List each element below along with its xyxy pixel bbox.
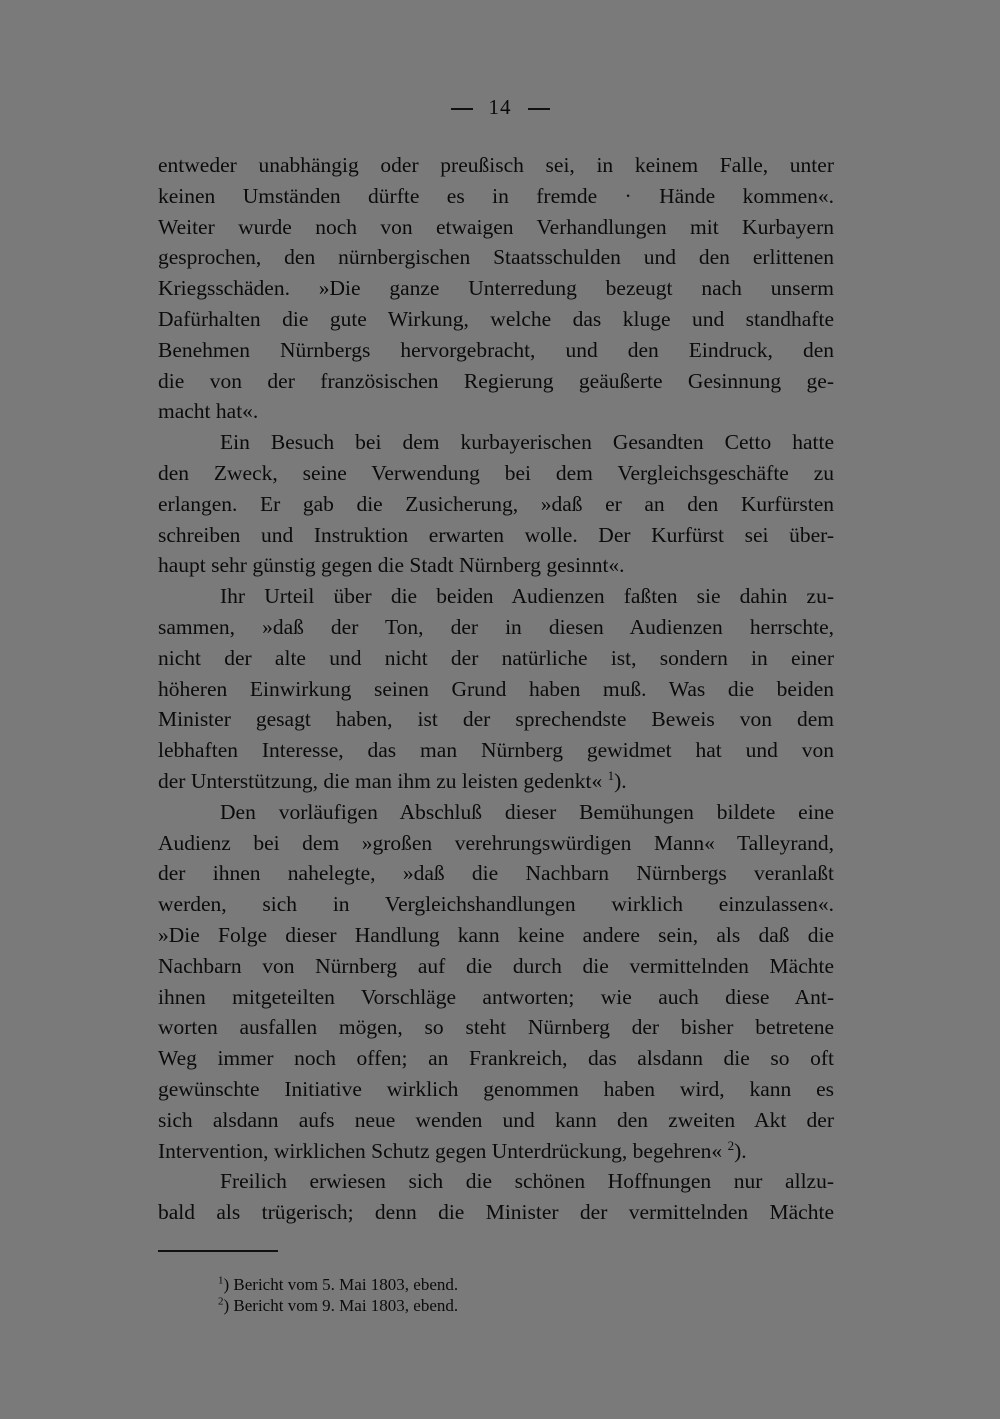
text-line: ihnen mitgeteilten Vorschläge antworten; wie auch diese Ant- bbox=[158, 984, 834, 1009]
footnote-ref-1: 1 bbox=[607, 767, 615, 783]
text-line: Weg immer noch offen; an Frankreich, das alsdann die so oft bbox=[158, 1046, 834, 1071]
text-line: Dafürhalten die gute Wirkung, welche das kluge und standhafte bbox=[158, 306, 834, 331]
body-text bbox=[158, 150, 834, 1228]
text-line: Weiter wurde noch von etwaigen Verhandlungen mit Kurbayern bbox=[158, 214, 834, 239]
footnote-ref-2: 2 bbox=[727, 1137, 735, 1153]
text-line-with-ref: Intervention, wirklichen Schutz gegen Unterdrückung, begehren« $^2$). bbox=[158, 1137, 747, 1163]
text-line: den Zweck, seine Verwendung bei dem Vergleichsgeschäfte zu bbox=[158, 460, 834, 485]
text-line: haupt sehr günstig gegen die Stadt Nürnberg gesinnt«. bbox=[158, 553, 625, 578]
text-line: Nachbarn von Nürnberg auf die durch die vermittelnden Mächte bbox=[158, 953, 834, 978]
text-line: Den vorläufigen Abschluß dieser Bemühungen bildete eine bbox=[220, 799, 834, 824]
text-line: worten ausfallen mögen, so steht Nürnberg der bisher betretene bbox=[158, 1015, 834, 1040]
text-line-with-ref: der Unterstützung, die man ihm zu leisten gedenkt« $^1$). bbox=[158, 767, 627, 793]
text-line: nicht der alte und nicht der natürliche ist, sondern in einer bbox=[158, 645, 834, 670]
text-line: Minister gesagt haben, ist der sprechendste Beweis von dem bbox=[158, 707, 834, 732]
text-line: macht hat«. bbox=[158, 399, 259, 424]
text-line: »Die Folge dieser Handlung kann keine andere sein, als daß die bbox=[158, 922, 834, 947]
text-line: Ein Besuch bei dem kurbayerischen Gesandten Cetto hatte bbox=[220, 430, 834, 455]
footnote-2: $^2$) Bericht vom 9. Mai 1803, ebend. bbox=[218, 1295, 459, 1315]
text-line: Freilich erwiesen sich die schönen Hoffnungen nur allzu- bbox=[220, 1169, 834, 1194]
text-line: höheren Einwirkung seinen Grund haben muß. Was die beiden bbox=[158, 676, 834, 701]
text-line: keinen Umständen dürfte es in fremde · Hände kommen«. bbox=[158, 183, 834, 208]
text-line: Audienz bei dem »großen verehrungswürdigen Mann« Talleyrand, bbox=[158, 830, 834, 855]
page-number: 14 bbox=[0, 95, 1000, 120]
text-line: lebhaften Interesse, das man Nürnberg gewidmet hat und von bbox=[158, 738, 834, 763]
dash-left bbox=[451, 108, 473, 110]
text-line: sammen, »daß der Ton, der in diesen Audienzen herrschte, bbox=[158, 614, 834, 639]
text-line: Benehmen Nürnbergs hervorgebracht, und den Eindruck, den bbox=[158, 337, 834, 362]
footnotes bbox=[218, 1274, 818, 1316]
footnote-divider bbox=[158, 1250, 278, 1252]
text-line: der ihnen nahelegte, »daß die Nachbarn Nürnbergs veranlaßt bbox=[158, 861, 834, 886]
text-line: Ihr Urteil über die beiden Audienzen faßten sie dahin zu- bbox=[220, 584, 834, 609]
text-line: erlangen. Er gab die Zusicherung, »daß er an den Kurfürsten bbox=[158, 491, 834, 516]
text-line: werden, sich in Vergleichshandlungen wirklich einzulassen«. bbox=[158, 892, 834, 917]
text-line: sich alsdann aufs neue wenden und kann den zweiten Akt der bbox=[158, 1107, 834, 1132]
text-line: entweder unabhängig oder preußisch sei, in keinem Falle, unter bbox=[158, 153, 834, 177]
text-line: Kriegsschäden. »Die ganze Unterredung bezeugt nach unserm bbox=[158, 276, 834, 301]
text-line: schreiben und Instruktion erwarten wolle. Der Kurfürst sei über- bbox=[158, 522, 834, 547]
text-line: gesprochen, den nürnbergischen Staatsschulden und den erlittenen bbox=[158, 245, 834, 270]
text-line: die von der französischen Regierung geäußerte Gesinnung ge- bbox=[158, 368, 834, 393]
text-line: bald als trügerisch; denn die Minister der vermittelnden Mächte bbox=[158, 1200, 834, 1225]
text-line: gewünschte Initiative wirklich genommen haben wird, kann es bbox=[158, 1076, 834, 1101]
footnote-1: $^1$) Bericht vom 5. Mai 1803, ebend. bbox=[218, 1274, 459, 1294]
dash-right bbox=[528, 108, 550, 110]
